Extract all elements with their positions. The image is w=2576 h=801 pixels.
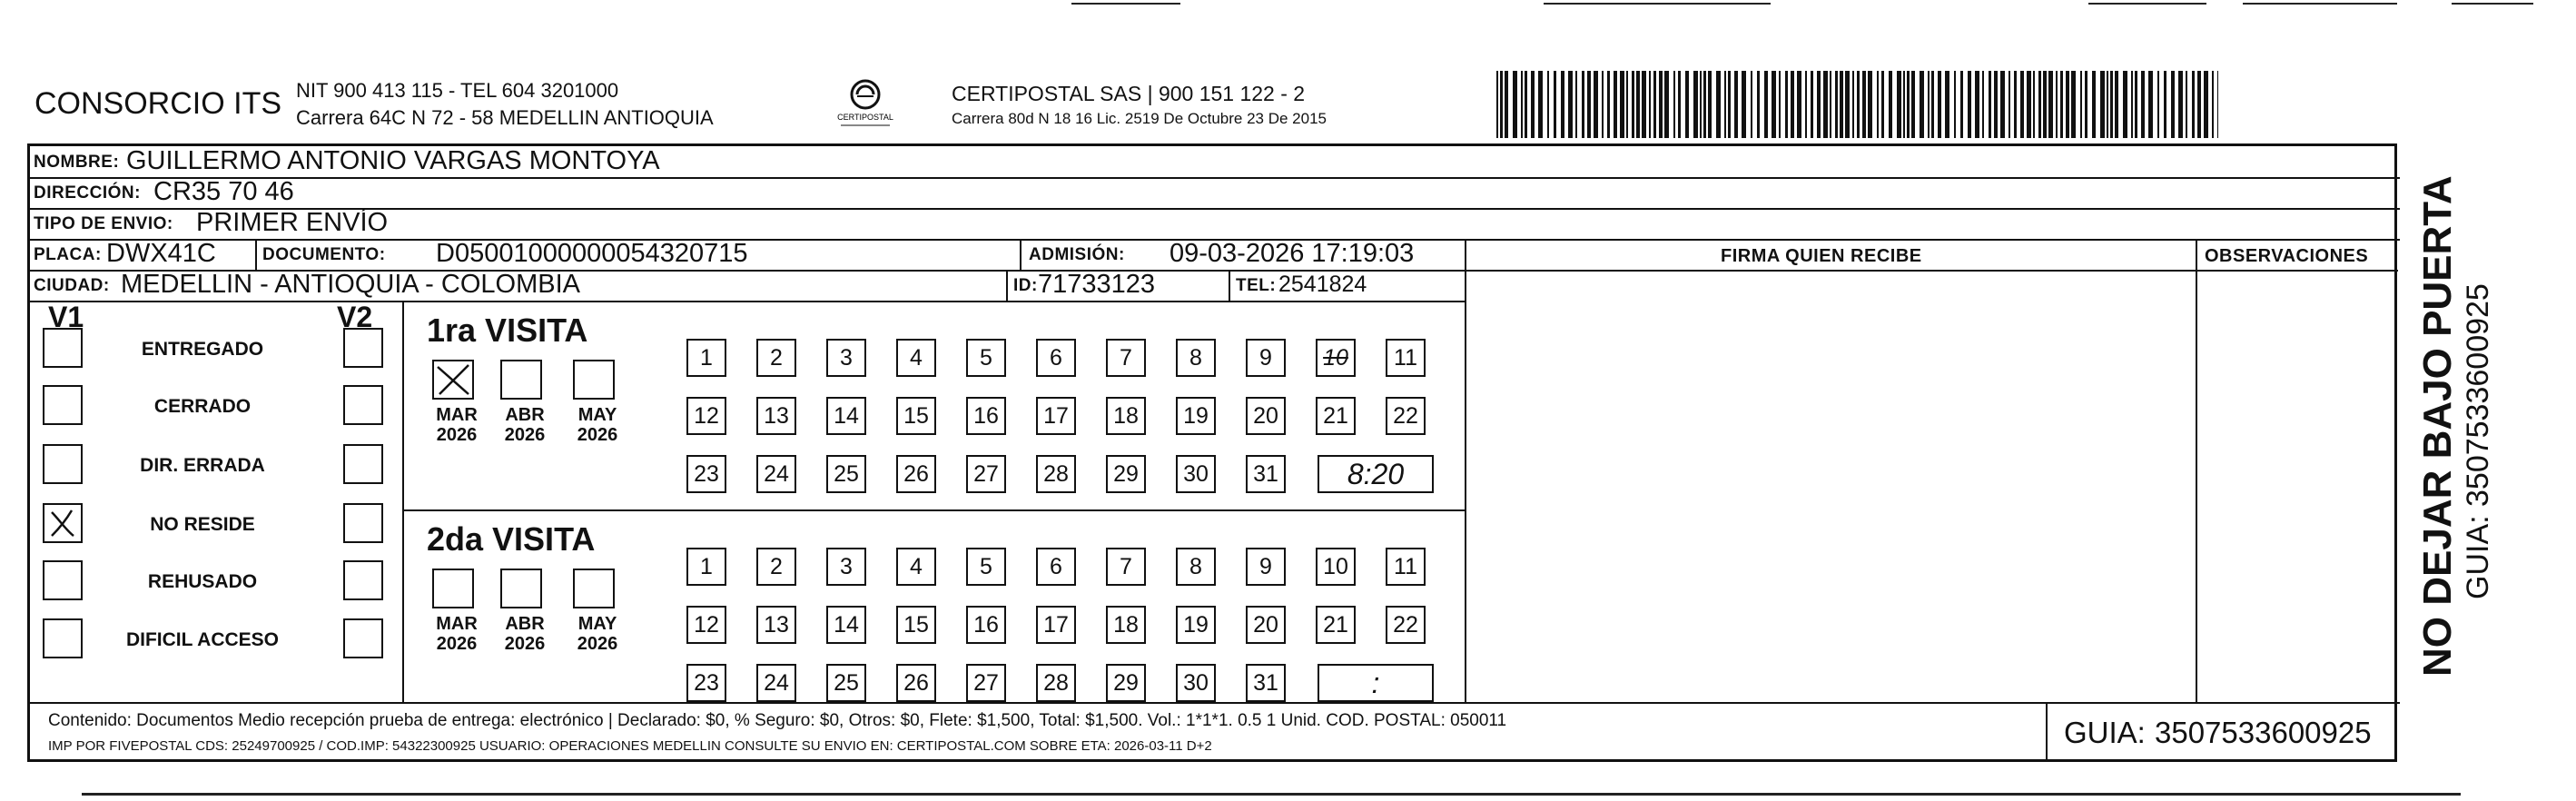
barcode-bar [1626,71,1628,138]
status-option-label: REHUSADO [147,571,258,592]
first-visit-month-label: MAY 2026 [577,405,618,445]
barcode-bar [1751,71,1752,138]
barcode-bar [1889,71,1892,138]
second-visit-day[interactable]: 29 [1106,664,1146,702]
second-visit-day[interactable]: 7 [1106,548,1146,586]
barcode-bar [1811,71,1813,138]
nombre-value: GUILLERMO ANTONIO VARGAS MONTOYA [126,146,660,175]
second-visit-day[interactable]: 21 [1316,606,1356,644]
first-visit-month-label: ABR 2026 [504,405,546,445]
first-visit-day[interactable]: 1 [686,339,726,377]
first-visit-day[interactable]: 3 [826,339,866,377]
barcode-bar [1857,71,1860,138]
barcode-bar [2212,71,2214,138]
second-visit-month-label: MAR 2026 [436,614,478,654]
barcode-bar [2131,71,2133,138]
second-visit-day[interactable]: 2 [756,548,796,586]
barcode-bar [1989,71,1991,138]
ciudad-label: CIUDAD: [34,276,110,295]
second-visit-month-checkbox[interactable] [432,569,474,608]
barcode-bar [1868,71,1872,138]
barcode-bar [2060,71,2063,138]
barcode-bar [1772,71,1776,138]
status-option-label: ENTREGADO [141,339,264,360]
barcode-bar [1582,71,1584,138]
direccion-label: DIRECCIÓN: [34,183,141,203]
certipostal-logo [834,74,897,138]
barcode-bar [1602,71,1604,138]
company-nit: NIT 900 413 115 - TEL 604 3201000 [296,79,619,102]
bottom-edge-line [82,793,2461,796]
admision-value: 09-03-2026 17:19:03 [1170,239,1415,268]
second-visit-day[interactable]: 12 [686,606,726,644]
barcode-bar [1862,71,1866,138]
barcode-bar [1734,71,1738,138]
barcode-bar [1835,71,1838,138]
first-visit-day[interactable]: 21 [1316,397,1356,435]
barcode-bar [2157,71,2159,138]
barcode-bar [1817,71,1821,138]
second-visit-day[interactable]: 22 [1386,606,1426,644]
barcode-bar [1607,71,1610,138]
barcode-bar [1575,71,1577,138]
barcode-bar [1881,71,1884,138]
barcode-bar [1845,71,1850,138]
barcode-bar [1938,71,1941,138]
v1-header: V1 [48,301,84,333]
second-visit-day[interactable]: 11 [1386,548,1426,586]
barcode-bar [2020,71,2024,138]
direccion-value: CR35 70 46 [153,177,294,206]
barcode-bar [2115,71,2118,138]
first-visit-day[interactable]: 15 [896,397,936,435]
v2-checkbox[interactable] [343,503,383,543]
barcode-bar [2110,71,2113,138]
barcode-bar [1994,71,1998,138]
first-visit-day[interactable]: 14 [826,397,866,435]
first-visit-day[interactable]: 23 [686,455,726,493]
status-option-label: CERRADO [153,396,252,417]
barcode-bar [2178,71,2183,138]
second-visit-month-label: MAY 2026 [577,614,618,654]
first-visit-day[interactable]: 29 [1106,455,1146,493]
second-visit-day[interactable]: 1 [686,548,726,586]
barcode-bar [2038,71,2041,138]
v1-checkbox[interactable] [43,618,83,658]
company-address: Carrera 64C N 72 - 58 MEDELLIN ANTIOQUIA [296,106,714,129]
barcode-bar [2148,71,2153,138]
placa-value: DWX41C [106,239,216,268]
second-visit-month-label: ABR 2026 [504,614,546,654]
barcode-bar [1673,71,1675,138]
top-edge-line [1544,3,1771,5]
barcode-bar [1649,71,1651,138]
first-visit-month-checkbox[interactable] [500,360,542,400]
first-visit-day[interactable]: 27 [966,455,1006,493]
barcode-bar [1659,71,1663,138]
documento-value: D05001000000054320715 [436,239,748,268]
placa-label: PLACA: [34,245,102,264]
status-option-label: NO RESIDE [150,514,255,535]
status-option-label: DIR. ERRADA [140,455,265,476]
second-visit-day[interactable]: 6 [1036,548,1076,586]
barcode-bar [1975,71,1979,138]
first-visit-month-checkbox[interactable] [573,360,615,400]
barcode-bar [1764,71,1768,138]
first-visit-month-checkbox[interactable] [432,360,474,400]
barcode-bar [1805,71,1807,138]
second-visit-day[interactable]: 18 [1106,606,1146,644]
barcode-bar [1525,71,1527,138]
barcode-bar [2085,71,2087,138]
firma-label: FIRMA QUIEN RECIBE [1721,246,1922,266]
barcode-bar [1757,71,1760,138]
observaciones-label: OBSERVACIONES [2205,246,2369,266]
barcode-bar [1928,71,1930,138]
second-visit-day[interactable]: 10 [1316,548,1356,586]
second-visit-day[interactable]: 3 [826,548,866,586]
second-visit-day[interactable]: 8 [1176,548,1216,586]
barcode-bar [1960,71,1963,138]
barcode-bar [1931,71,1934,138]
first-visit-month-label: MAR 2026 [436,405,478,445]
barcode-bar [1513,71,1517,138]
top-edge-line [1071,3,1180,5]
second-visit-day[interactable]: 25 [826,664,866,702]
second-visit-day[interactable]: 20 [1246,606,1286,644]
second-visit-month-checkbox[interactable] [573,569,615,608]
barcode-bar [1703,71,1706,138]
barcode-bar [2107,71,2108,138]
barcode-bar [2204,71,2208,138]
contenido-line: Contenido: Documentos Medio recepción prueba de entrega: electrónico | Declarado: $0, % Seguro: $0, Otros: $0, Flete: $1,500, Total: $1,500. Vol.: 1*1*1. 0.5 1 Unid. COD. POSTAL: 050011 [48,711,1507,730]
barcode-bar [1954,71,1956,138]
barcode-bar [1642,71,1646,138]
first-visit-day[interactable]: 8 [1176,339,1216,377]
barcode-bar [1897,71,1901,138]
second-visit-day[interactable]: 26 [896,664,936,702]
barcode-bar [1791,71,1794,138]
first-visit-day[interactable]: 26 [896,455,936,493]
barcode-bar [2043,71,2047,138]
v1-checkbox[interactable] [43,503,83,543]
barcode-bar [1521,71,1523,138]
barcode-bar [2197,71,2201,138]
barcode-bar [1945,71,1949,138]
barcode-bar [1779,71,1781,138]
tipo-envio-label: TIPO DE ENVIO: [34,214,173,233]
first-visit-day[interactable]: 4 [896,339,936,377]
barcode-bar [2164,71,2166,138]
documento-label: DOCUMENTO: [262,245,386,264]
id-label: ID: [1013,276,1038,295]
barcode-bar [1728,71,1731,138]
second-visit-day[interactable]: 14 [826,606,866,644]
barcode-bar [2048,71,2053,138]
ciudad-value: MEDELLIN - ANTIOQUIA - COLOMBIA [121,270,580,299]
barcode-bar [1911,71,1915,138]
first-visit-day[interactable]: 17 [1036,397,1076,435]
barcode-bar [1496,71,1498,138]
barcode-bar [1664,71,1669,138]
barcode-bar [2192,71,2195,138]
barcode-bar [1620,71,1624,138]
first-visit-day[interactable]: 19 [1176,397,1216,435]
barcode-bar [1877,71,1879,138]
first-visit-day[interactable]: 11 [1386,339,1426,377]
barcode-bar [1678,71,1681,138]
barcode-bar [1907,71,1910,138]
barcode-bar [1920,71,1924,138]
top-edge-line [2452,3,2533,5]
second-visit-day[interactable]: 13 [756,606,796,644]
barcode-bar [1632,71,1634,138]
first-visit-day[interactable]: 13 [756,397,796,435]
barcode-bar [1797,71,1801,138]
second-visit-day[interactable]: 4 [896,548,936,586]
barcode-bar [1587,71,1591,138]
first-visit-day[interactable]: 5 [966,339,1006,377]
guia-label: GUIA: [2064,716,2146,749]
barcode-bar [1785,71,1788,138]
first-visit-day[interactable]: 22 [1386,397,1426,435]
barcode-bar [1531,71,1535,138]
second-visit-time-field[interactable]: : [1318,664,1434,702]
barcode-bar [2000,71,2005,138]
first-visit-day[interactable]: 9 [1246,339,1286,377]
barcode-bar [1982,71,1984,138]
second-visit-day[interactable]: 28 [1036,664,1076,702]
barcode-bar [1742,71,1746,138]
barcode-bar [1547,71,1549,138]
barcode-bar [1708,71,1712,138]
barcode-bar [1724,71,1726,138]
second-visit-title: 2da VISITA [427,520,596,558]
barcode-bar [2080,71,2082,138]
first-visit-day[interactable]: 18 [1106,397,1146,435]
barcode-bar [2027,71,2031,138]
first-visit-day[interactable]: 10 [1316,339,1356,377]
barcode-bar [1830,71,1831,138]
barcode-bar [2123,71,2127,138]
barcode-bar [2135,71,2137,138]
certipostal-license: Carrera 80d N 18 16 Lic. 2519 De Octubre 23 De 2015 [952,110,1327,127]
first-visit-day[interactable]: 7 [1106,339,1146,377]
barcode-bar [1500,71,1503,138]
second-visit-day[interactable]: 24 [756,664,796,702]
barcode-bar [1614,71,1617,138]
v2-checkbox[interactable] [343,560,383,600]
v2-checkbox[interactable] [343,385,383,425]
second-visit-day[interactable]: 5 [966,548,1006,586]
first-visit-day[interactable]: 20 [1246,397,1286,435]
second-visit-month-checkbox[interactable] [500,569,542,608]
v1-checkbox[interactable] [43,444,83,484]
first-visit-day[interactable]: 2 [756,339,796,377]
v1-checkbox[interactable] [43,328,83,368]
side-warning: NO DEJAR BAJO PUERTA [2415,175,2460,677]
barcode-bar [2092,71,2096,138]
barcode-bar [2141,71,2145,138]
top-edge-line [2243,3,2397,5]
second-visit-day[interactable]: 19 [1176,606,1216,644]
tipo-envio-value: PRIMER ENVÍO [196,208,389,237]
barcode-bar [2100,71,2105,138]
barcode-bar [1693,71,1698,138]
barcode-bar [2066,71,2069,138]
barcode-bar [1561,71,1564,138]
barcode-bar [2186,71,2187,138]
barcode-bar [1568,71,1573,138]
barcode-bar [2071,71,2076,138]
v2-header: V2 [337,301,373,333]
first-visit-day[interactable]: 25 [826,455,866,493]
top-edge-line [2088,3,2206,5]
barcode-bar [1554,71,1556,138]
second-visit-day[interactable]: 31 [1246,664,1286,702]
barcode-bar [1538,71,1543,138]
side-guia: GUIA: 3507533600925 [2461,283,2495,599]
second-visit-day[interactable]: 15 [896,606,936,644]
second-visit-day[interactable]: 23 [686,664,726,702]
nombre-label: NOMBRE: [34,153,120,172]
v2-checkbox[interactable] [343,328,383,368]
second-visit-day[interactable]: 30 [1176,664,1216,702]
barcode-bar [2014,71,2017,138]
barcode-bar [1700,71,1702,138]
second-visit-day[interactable]: 17 [1036,606,1076,644]
barcode-bar [2171,71,2175,138]
first-visit-day[interactable]: 28 [1036,455,1076,493]
barcode-bar [2217,71,2218,138]
barcode-bar [1636,71,1640,138]
v2-checkbox[interactable] [343,444,383,484]
tel-label: TEL: [1236,276,1277,295]
barcode-bar [1968,71,1971,138]
barcode-bar [1840,71,1843,138]
second-visit-day[interactable]: 9 [1246,548,1286,586]
barcode-bar [1685,71,1689,138]
tel-value: 2541824 [1278,272,1367,297]
brand-name: CONSORCIO ITS [35,86,282,121]
barcode-bar [2056,71,2058,138]
first-visit-day[interactable]: 16 [966,397,1006,435]
certipostal-line: CERTIPOSTAL SAS | 900 151 122 - 2 [952,82,1306,105]
second-visit-day[interactable]: 16 [966,606,1006,644]
barcode-bar [1852,71,1854,138]
v2-checkbox[interactable] [343,618,383,658]
barcode-bar [1823,71,1828,138]
v1-checkbox[interactable] [43,385,83,425]
barcode-bar [1903,71,1905,138]
id-value: 71733123 [1038,270,1156,299]
first-visit-day[interactable]: 31 [1246,455,1286,493]
barcode-bar [1653,71,1656,138]
impresion-line: IMP POR FIVEPOSTAL CDS: 25249700925 / COD.IMP: 54322300925 USUARIO: OPERACIONES MEDELLIN CONSULTE SU ENVIO EN: CERTIPOSTAL.COM SOBRE ETA: 2026-03-11 D+2 [48,738,1212,754]
v1-checkbox[interactable] [43,560,83,600]
barcode-bar [1716,71,1721,138]
barcode [1496,71,2223,138]
second-visit-day[interactable]: 27 [966,664,1006,702]
first-visit-day[interactable]: 6 [1036,339,1076,377]
barcode-bar [1594,71,1598,138]
barcode-bar [1505,71,1508,138]
barcode-bar [2033,71,2035,138]
svg-text:CERTIPOSTAL: CERTIPOSTAL [837,113,893,122]
status-option-label: DIFICIL ACCESO [125,629,279,650]
guia-number: 3507533600925 [2155,716,2372,749]
barcode-bar [2008,71,2010,138]
first-visit-title: 1ra VISITA [427,312,588,349]
first-visit-day[interactable]: 24 [756,455,796,493]
first-visit-time-field[interactable]: 8:20 [1318,455,1434,493]
first-visit-day[interactable]: 30 [1176,455,1216,493]
delivery-form [27,143,2397,762]
admision-label: ADMISIÓN: [1029,245,1125,264]
first-visit-day[interactable]: 12 [686,397,726,435]
